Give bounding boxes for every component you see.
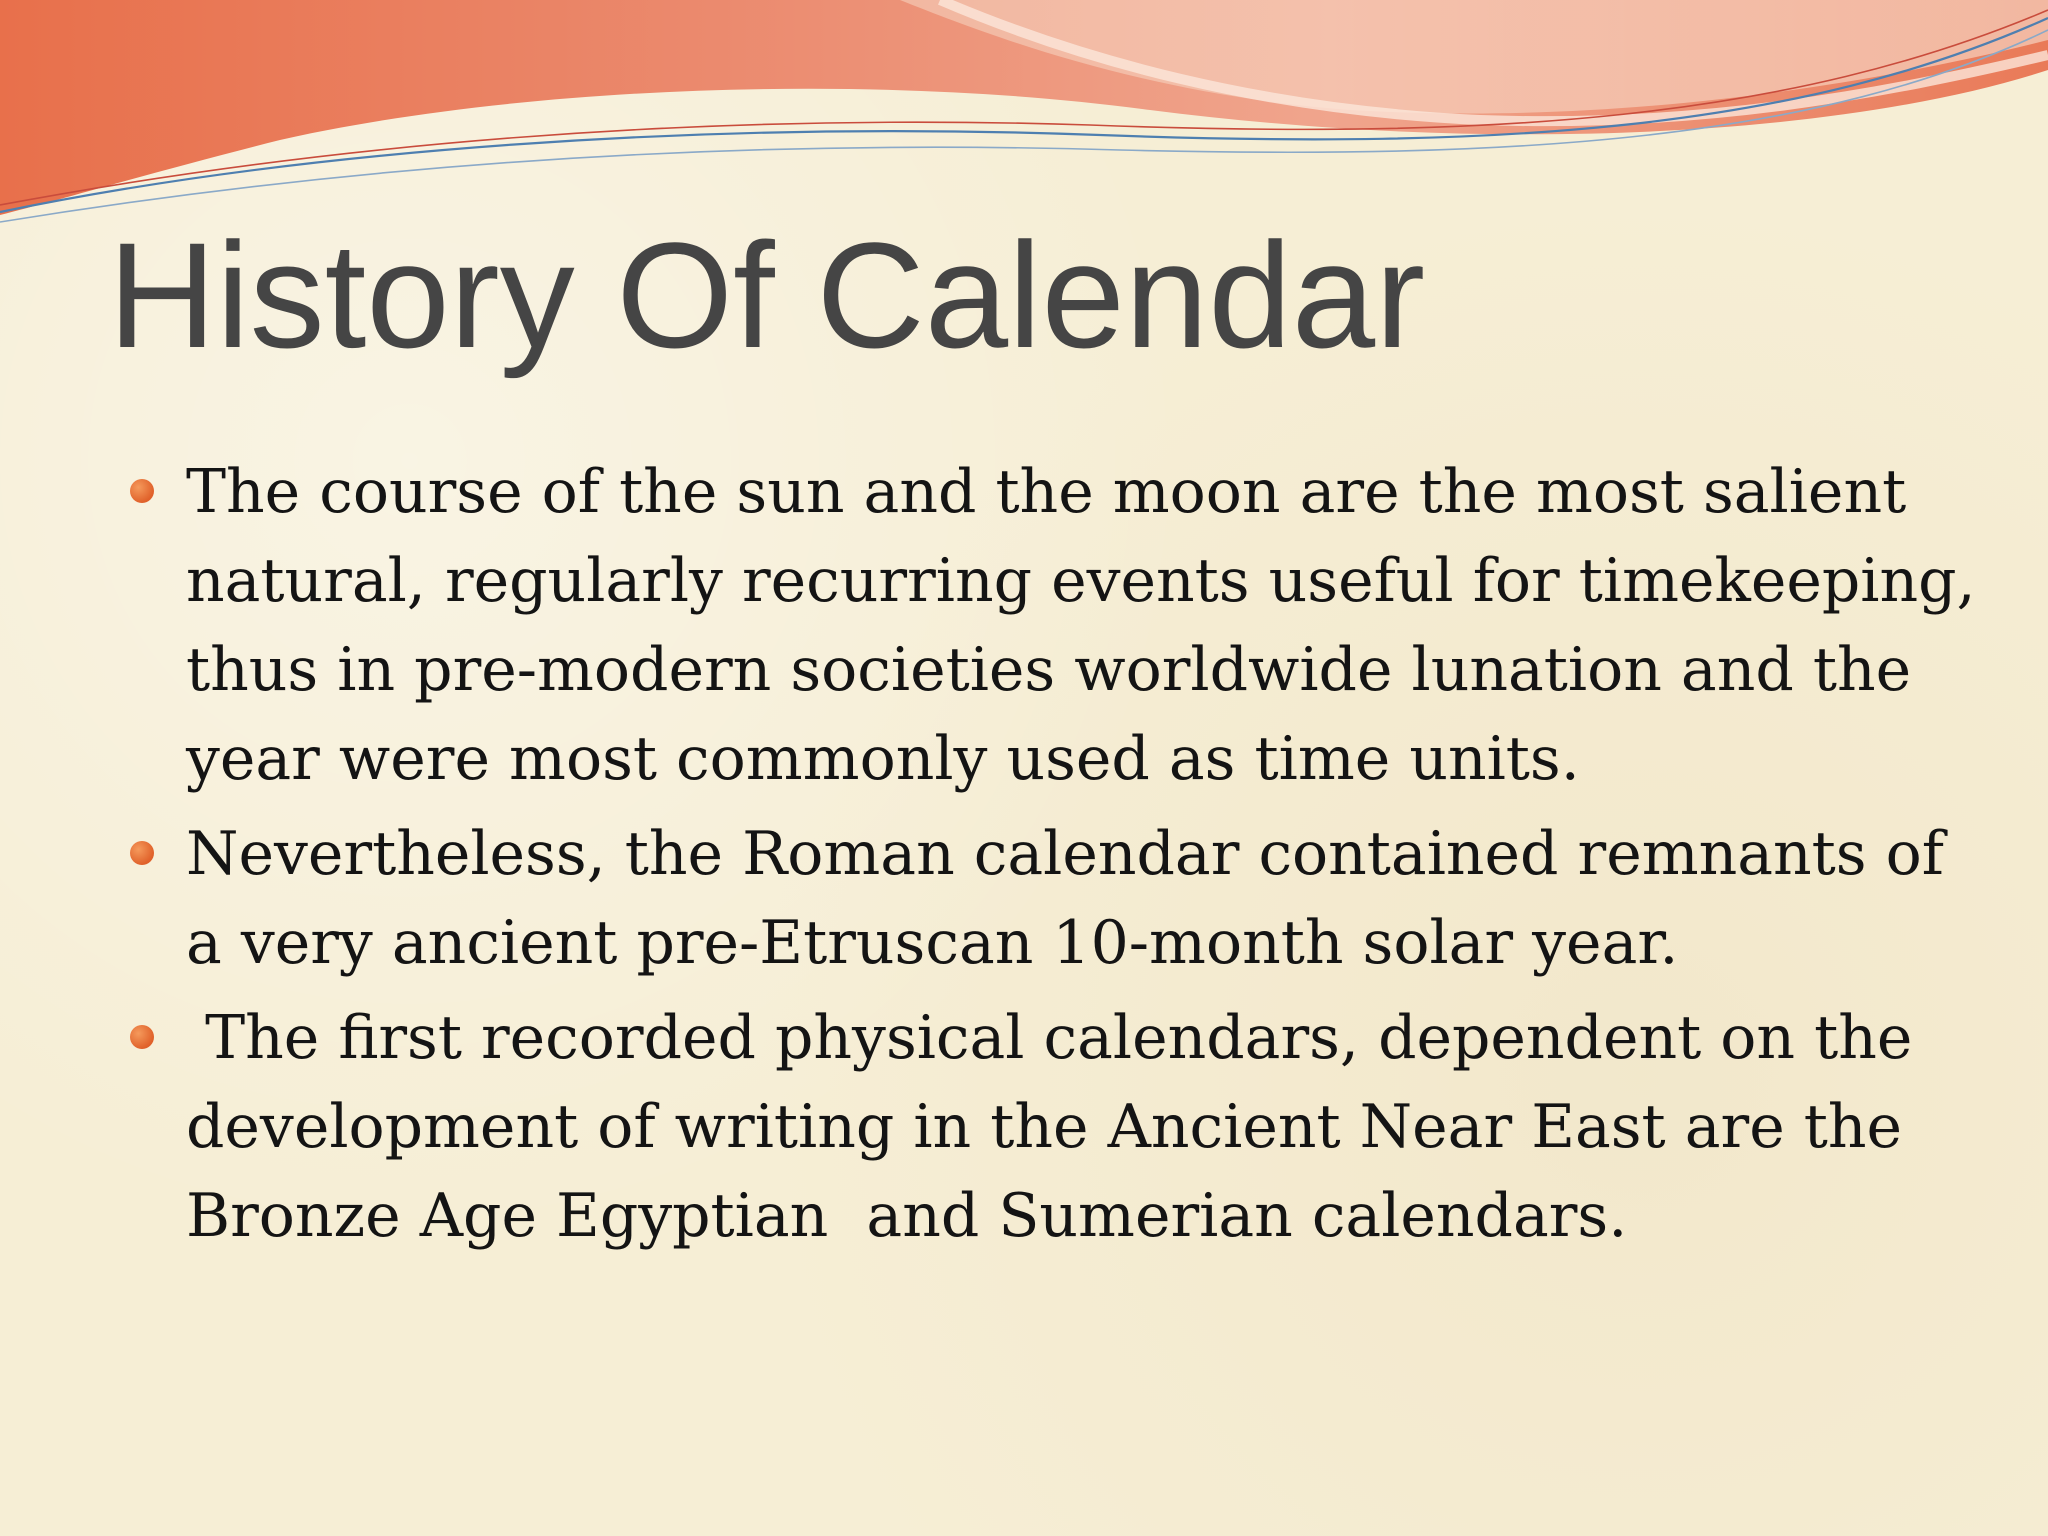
bullet-item [130,994,1990,1261]
slide-title: History Of Calendar [108,211,1426,379]
bullet-text: The course of the sun and the moon are the most salient natural, regularly recurring events useful for timekeeping, thus in pre-modern societies worldwide lunation and the year were most commonly used as time units. [186,457,1995,794]
bullet-text: The first recorded physical calendars, dependent on the development of writing in the Ancient Near East are the Bronze Age Egyptian and Sumerian calendars. [186,1003,1932,1251]
bullet-list [130,448,1995,1267]
bullet-item [130,810,1990,988]
bullet-dot-icon [130,841,154,865]
bullet-dot-icon [130,479,154,503]
header-wave-decoration [0,0,2048,240]
bullet-text: Nevertheless, the Roman calendar contained remnants of a very ancient pre-Etruscan 10-month solar year. [186,819,1964,978]
bullet-item [130,448,1995,804]
bullet-dot-icon [130,1025,154,1049]
